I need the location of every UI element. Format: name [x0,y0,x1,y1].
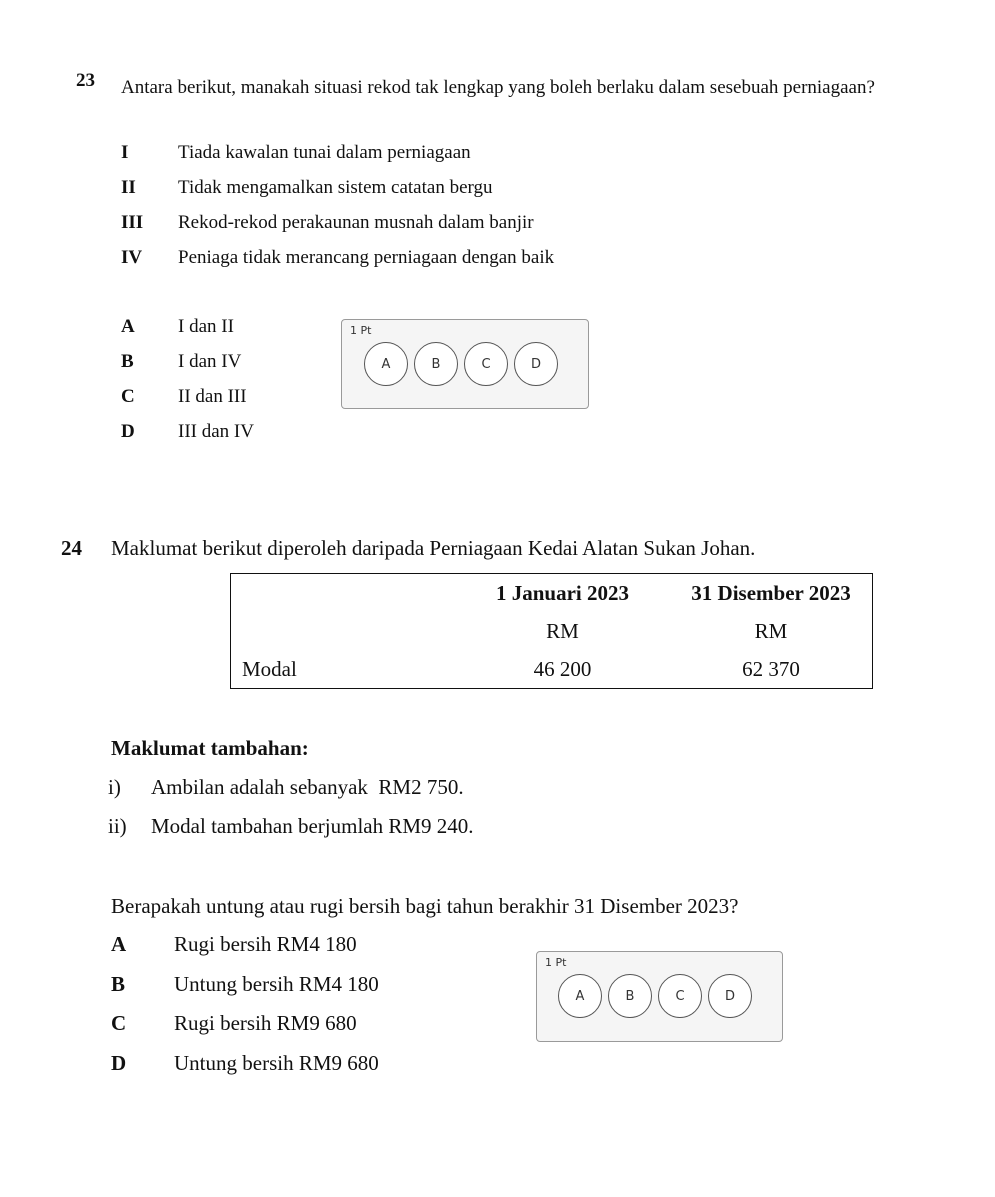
option-text: II dan III [178,386,247,407]
question-23-text: Antara berikut, manakah situasi rekod tak lengkap yang boleh berlaku dalam sesebuah perniagaan? [121,77,875,98]
statement-text: Tiada kawalan tunai dalam perniagaan [178,142,471,163]
answer-bubble-b[interactable]: B [608,974,652,1018]
table-unit-cell: RM [754,618,788,643]
table-row [231,650,873,689]
statement-text: Peniaga tidak merancang perniagaan dengan baik [178,247,555,268]
answer-bubble-d[interactable]: D [514,342,558,386]
question-24-text: Maklumat berikut diperoleh daripada Perniagaan Kedai Alatan Sukan Johan. [111,536,756,560]
option-item [121,316,254,351]
table-cell: Modal [242,656,297,681]
option-letter: C [121,386,135,407]
statement-item [121,142,554,177]
option-item [111,1051,379,1091]
answer-box-24 [536,951,783,1042]
statement-number: IV [121,247,143,268]
option-text: Rugi bersih RM4 180 [174,932,357,956]
option-letter: C [111,1011,127,1035]
statement-item [121,247,554,282]
extra-info-title: Maklumat tambahan: [111,736,309,760]
option-item [121,421,254,456]
table-cell: 62 370 [742,656,800,681]
statement-text: Rekod-rekod perakaunan musnah dalam banjir [178,212,534,233]
question-23-number: 23 [76,70,95,91]
extra-info-list [108,775,474,853]
statement-item [121,177,554,212]
table-header-row [231,574,873,613]
answer-bubble-b[interactable]: B [414,342,458,386]
answer-bubbles [558,974,758,1018]
table-unit-row [231,612,873,650]
list-item [108,775,474,814]
table-unit-cell [231,612,456,650]
option-text: Untung bersih RM4 180 [174,971,379,996]
option-text: I dan IV [178,351,242,372]
statement-text: Tidak mengamalkan sistem catatan bergu [178,177,493,198]
question-24-number: 24 [61,536,82,560]
answer-bubbles [364,342,564,386]
question-23-options [121,316,254,456]
list-item-text: Ambilan adalah sebanyak RM2 750. [151,775,464,799]
answer-bubble-d[interactable]: D [708,974,752,1018]
statement-item [121,212,554,247]
option-text: Rugi bersih RM9 680 [174,1011,357,1035]
answer-box-23 [341,319,589,409]
option-item [111,932,379,972]
points-label: 1 Pt [545,956,567,969]
points-label: 1 Pt [350,324,372,337]
question-24-prompt: Berapakah untung atau rugi bersih bagi tahun berakhir 31 Disember 2023? [111,894,739,918]
option-letter: B [121,351,134,372]
answer-bubble-a[interactable]: A [558,974,602,1018]
option-letter: A [111,932,127,956]
capital-table [230,573,873,689]
answer-bubble-c[interactable]: C [464,342,508,386]
option-letter: D [121,421,135,442]
list-item-number: i) [108,775,121,799]
question-23-statements [121,142,554,282]
option-text: I dan II [178,316,234,337]
table-header-cell [231,574,456,613]
option-item [111,972,379,1012]
option-letter: B [111,971,126,996]
option-item [111,1011,379,1051]
table-header-cell: 31 Disember 2023 [691,580,851,605]
list-item-text: Modal tambahan berjumlah RM9 240. [151,814,474,838]
option-item [121,351,254,386]
option-letter: A [121,316,135,337]
answer-bubble-c[interactable]: C [658,974,702,1018]
option-text: Untung bersih RM9 680 [174,1050,379,1075]
option-letter: D [111,1050,127,1075]
option-text: III dan IV [178,421,254,442]
statement-number: I [121,142,129,163]
list-item-number: ii) [108,814,127,838]
table-unit-cell: RM [546,618,579,643]
question-24-options [111,932,379,1090]
answer-bubble-a[interactable]: A [364,342,408,386]
option-item [121,386,254,421]
statement-number: II [121,177,136,198]
table-header-cell: 1 Januari 2023 [495,580,629,605]
table-cell: 46 200 [533,656,592,681]
statement-number: III [121,212,144,233]
list-item [108,814,474,853]
